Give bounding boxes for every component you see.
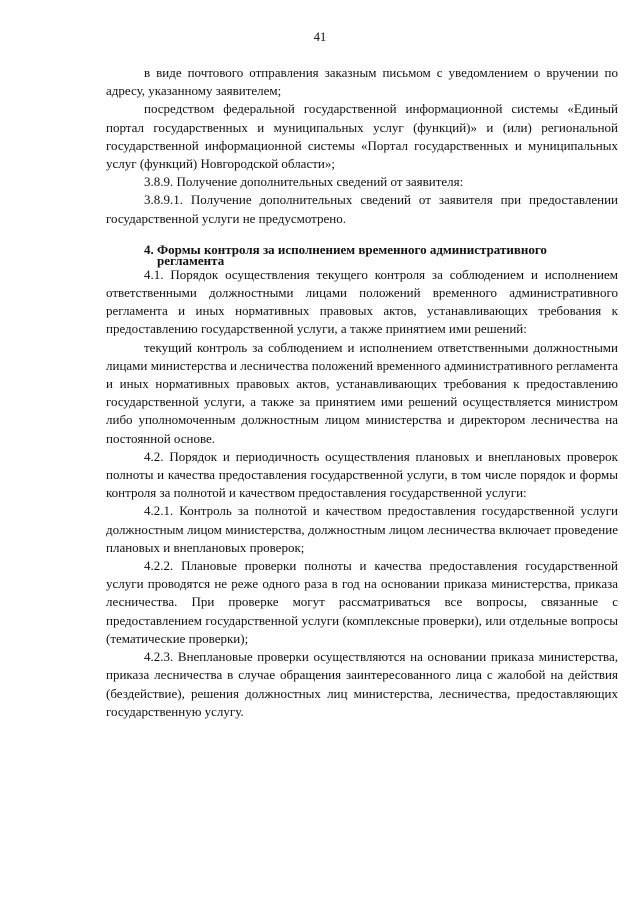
- paragraph: 4.1. Порядок осуществления текущего контроля за соблюдением и исполнением ответственными должностными лицами положений временного административного регламента и иных нормативных правовых актов, устанавливающих требования к предоставлению государственной услуги, а также принятием ими решений:: [106, 266, 618, 337]
- section-heading-line-2: регламента: [157, 252, 225, 268]
- section-heading-line-1: 4. Формы контроля за исполнением временного административного: [144, 241, 547, 257]
- paragraph: 4.2.3. Внеплановые проверки осуществляются на основании приказа министерства, приказа лесничества в случае обращения заинтересованного лица с жалобой на действия (бездействие), решения должностных лиц министерства, лесничества, предоставляющих государственную услугу.: [106, 649, 618, 719]
- page-number: 41: [313, 30, 327, 44]
- paragraph: 3.8.9. Получение дополнительных сведений от заявителя:: [144, 174, 464, 190]
- paragraph: посредством федеральной государственной информационной системы «Единый портал государственных и муниципальных услуг (функций)» и (или) региональной государственной информационной системы «Портал государственных и муниципальных услуг (функций) Новгородской области»;: [106, 101, 618, 172]
- paragraph: текущий контроль за соблюдением и исполнением ответственными должностными лицами министерства и лесничества положений временного административного регламента и иных нормативных правовых актов, устанавливающих требования к предоставлению государственной услуги, а также за принятием ими решений осуществляется министром либо уполномоченным должностным лицом министерства и директором лесничества на постоянной основе.: [106, 339, 618, 446]
- paragraph: в виде почтового отправления заказным письмом с уведомлением о вручении по адресу, указанному заявителем;: [106, 65, 618, 99]
- paragraph: 4.2.2. Плановые проверки полноты и качества предоставления государственной услуги проводятся не реже одного раза в год на основании приказа министерства, приказа лесничества. При проверке могут рассматриваться все вопросы, связанные с предоставлением государственной услуги (комплексные проверки), или отдельные вопросы (тематические проверки);: [106, 558, 618, 646]
- section-heading: [106, 241, 618, 268]
- paragraph: 3.8.9.1. Получение дополнительных сведений от заявителя при предоставлении государственной услуги не предусмотрено.: [106, 192, 618, 226]
- paragraph: 4.2. Порядок и периодичность осуществления плановых и внеплановых проверок полноты и качества предоставления государственной услуги, в том числе порядок и формы контроля за полнотой и качеством предоставления государственной услуги:: [106, 448, 618, 501]
- paragraph: 4.2.1. Контроль за полнотой и качеством предоставления государственной услуги должностным лицом министерства, должностным лицом лесничества включает проведение плановых и внеплановых проверок;: [106, 503, 618, 555]
- document-body: [106, 64, 618, 721]
